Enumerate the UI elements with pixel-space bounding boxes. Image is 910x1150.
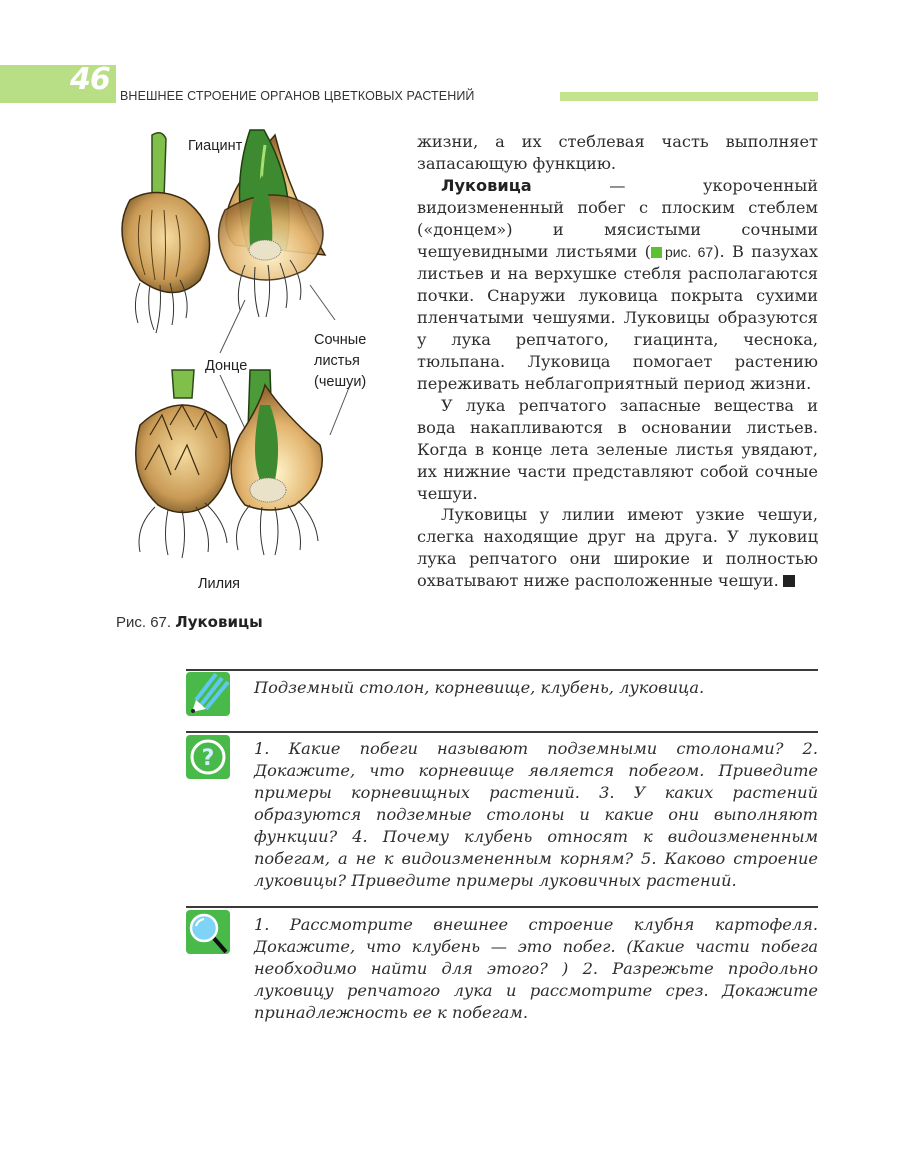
paragraph-3: У лука репчатого запасные вещества и вода накапливаются в основании листьев. Когда в конце лета зеленые листья увядают, их нижние части представляют собой сочные чешуи.: [417, 395, 818, 503]
divider-key-terms: [186, 669, 818, 671]
figure-bulbs: [100, 125, 400, 635]
questions-text: 1. Какие побеги называют подземными столонами? 2. Докажите, что корневище является побегом. Приведите примеры корневищных растений. 3. У каких растений образуются подземные столоны и какие они выполняют функции? 4. Почему клубень относят к видоизмененным побегам, а не к видоизмененным корням? 5. Каково строение луковицы? Приведите примеры луковичных растений.: [254, 739, 818, 890]
caption-title: Луковицы: [175, 613, 263, 631]
label-basal-plate: Донце: [205, 358, 248, 374]
page-number: 46: [70, 62, 110, 97]
label-hyacinth: Гиацинт: [188, 138, 243, 154]
body-text: [417, 131, 818, 592]
lily-bulb-whole: [136, 370, 231, 558]
key-terms-text: Подземный столон, корневище, клубень, луковица.: [254, 678, 705, 697]
label-lily: Лилия: [198, 576, 241, 592]
divider-questions: [186, 731, 818, 733]
figure-reference[interactable]: рис. 67: [651, 244, 713, 260]
magnifier-icon: [186, 910, 230, 954]
figure-caption: [116, 613, 263, 631]
label-fleshy-leaves-2: листья: [314, 353, 360, 369]
hyacinth-bulb-section: [219, 130, 325, 317]
running-title: ВНЕШНЕЕ СТРОЕНИЕ ОРГАНОВ ЦВЕТКОВЫХ РАСТЕНИЙ: [120, 89, 475, 103]
reference-marker-icon: [651, 247, 662, 258]
header-rule: [560, 92, 818, 101]
label-fleshy-leaves-1: Сочные: [314, 332, 367, 348]
tasks-text: 1. Рассмотрите внешнее строение клубня картофеля. Докажите, что клубень — это побег. (Какие части побега необходимо найти для этого? ) 2. Разрежьте продольно луковицу репчатого лука и рассмотрите срез. Докажите принадлежность ее к побегам.: [254, 915, 818, 1022]
term-bulb: Луковица: [441, 175, 532, 195]
label-fleshy-leaves-3: (чешуи): [314, 374, 367, 390]
svg-text:?: ?: [201, 746, 215, 771]
lily-bulb-section: [231, 370, 322, 555]
paragraph-4: Луковицы у лилии имеют узкие чешуи, слегка находящие друг на друга. У луковиц лука репчатого они широкие и полностью охватывают ниже расположенные чешуи.: [417, 505, 818, 591]
paragraph-1: жизни, а их стеблевая часть выполняет запасающую функцию.: [417, 132, 818, 173]
hyacinth-bulb-whole: [122, 133, 210, 333]
divider-tasks: [186, 906, 818, 908]
pencil-icon: [186, 672, 230, 716]
end-of-section-icon: [783, 575, 795, 587]
caption-prefix: Рис. 67.: [116, 614, 172, 631]
question-icon: [186, 735, 230, 779]
paragraph-2: Луковица — укороченный видоизмененный побег с плоским стеблем («донцем») и мясистыми сочными чешуевидными листьями ( рис. 67). В пазухах листьев и на верхушке стебля располагаются почки. Снаружи луковица покрыта сухими пленчатыми чешуями. Луковицы образуются у лука репчатого, гиацинта, чеснока, тюльпана. Луковица помогает растению переживать неблагоприятный период жизни.: [417, 175, 818, 393]
